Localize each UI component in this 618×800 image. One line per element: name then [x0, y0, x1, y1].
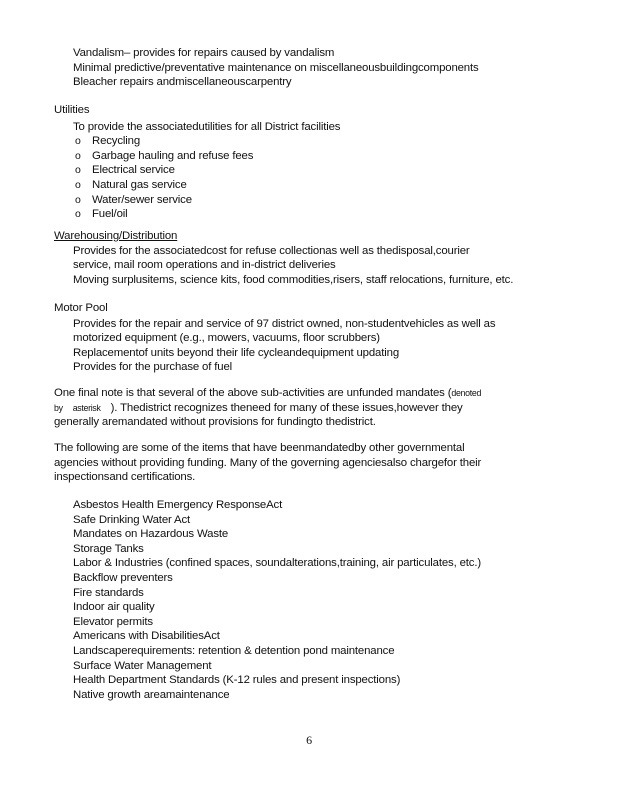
list-item: Labor & Industries (confined spaces, soundalterations,training, air particulates, etc.) [73, 557, 481, 570]
list-item: Health Department Standards (K-12 rules and present inspections) [73, 674, 401, 687]
circle-bullet-icon: o [75, 135, 81, 148]
list-item: Provides for the repair and service of 97 district owned, non-studentvehicles as well as motorized equipment (e.g., mowers, vacuums, floor scrubbers) [73, 317, 496, 345]
list-item: Vandalism– provides for repairs caused by vandalism [73, 47, 335, 59]
list-item: Asbestos Health Emergency ResponseAct [73, 499, 283, 511]
text-line: by asterisk ). Thedistrict recognizes theneed for many of these issues,however they [54, 401, 463, 414]
list-item: To provide the associatedutilities for all District facilities [73, 120, 341, 133]
list-item: Fire standards [73, 586, 144, 599]
section-heading: Motor Pool [54, 302, 108, 314]
sub-list-item: o Recycling [75, 135, 141, 148]
text-line: One final note is that several of the above sub-activities are unfunded mandates (denoted [54, 387, 482, 399]
list-item: Provides for the associatedcost for refuse collectionas well as thedisposal,courier service, mail room operations and in-district deliveries [73, 244, 470, 272]
list-item: Surface Water Management [73, 659, 212, 672]
list-item: Landscaperequirements: retention & detention pond maintenance [73, 644, 395, 657]
list-item: Storage Tanks [73, 542, 144, 555]
text-line: generally aremandated without provisions for fundingto thedistrict. [54, 416, 376, 429]
intro-list [54, 46, 554, 90]
final-note-paragraph [54, 386, 554, 430]
page-number: 6 [306, 733, 312, 747]
list-item: Backflow preventers [73, 571, 173, 584]
utilities-section [54, 103, 554, 222]
mandates-list [54, 498, 554, 702]
sub-list-item: o Fuel/oil [75, 208, 128, 221]
list-item: Provides for the purchase of fuel [73, 361, 233, 374]
sub-list-item: o Garbage hauling and refuse fees [75, 149, 254, 162]
list-item: Mandates on Hazardous Waste [73, 528, 229, 541]
circle-bullet-icon: o [75, 149, 81, 162]
list-item: Minimal predictive/preventative maintenance on miscellaneousbuildingcomponents [73, 61, 479, 74]
list-item: Indoor air quality [73, 601, 155, 614]
list-item: Americans with DisabilitiesAct [73, 630, 220, 643]
text-line: inspectionsand certifications. [54, 471, 196, 484]
circle-bullet-icon: o [75, 178, 81, 191]
list-item: Native growth areamaintenance [73, 688, 230, 701]
circle-bullet-icon: o [75, 208, 81, 221]
list-item: Elevator permits [73, 615, 153, 628]
list-item: Replacementof units beyond their life cycleandequipment updating [73, 346, 400, 359]
list-item: Moving surplusitems, science kits, food commodities,risers, staff relocations, furniture, etc. [73, 273, 514, 286]
list-item: Bleacher repairs andmiscellaneouscarpentry [73, 76, 292, 89]
sub-list-item: o Electrical service [75, 164, 175, 177]
sub-list-item: o Natural gas service [75, 178, 187, 191]
circle-bullet-icon: o [75, 164, 81, 177]
section-heading: Warehousing/Distribution [54, 230, 178, 242]
warehousing-section [54, 229, 574, 287]
section-heading: Utilities [54, 104, 90, 116]
mandates-intro-paragraph [54, 441, 574, 485]
sub-list-item: o Water/sewer service [75, 193, 192, 206]
motor-pool-section [54, 301, 574, 375]
list-item: Safe Drinking Water Act [73, 513, 191, 526]
text-line: agencies without providing funding. Many of the governing agenciesalso chargefor their [54, 456, 482, 469]
circle-bullet-icon: o [75, 193, 81, 206]
text-line: The following are some of the items that have beenmandatedby other governmental [54, 442, 465, 454]
